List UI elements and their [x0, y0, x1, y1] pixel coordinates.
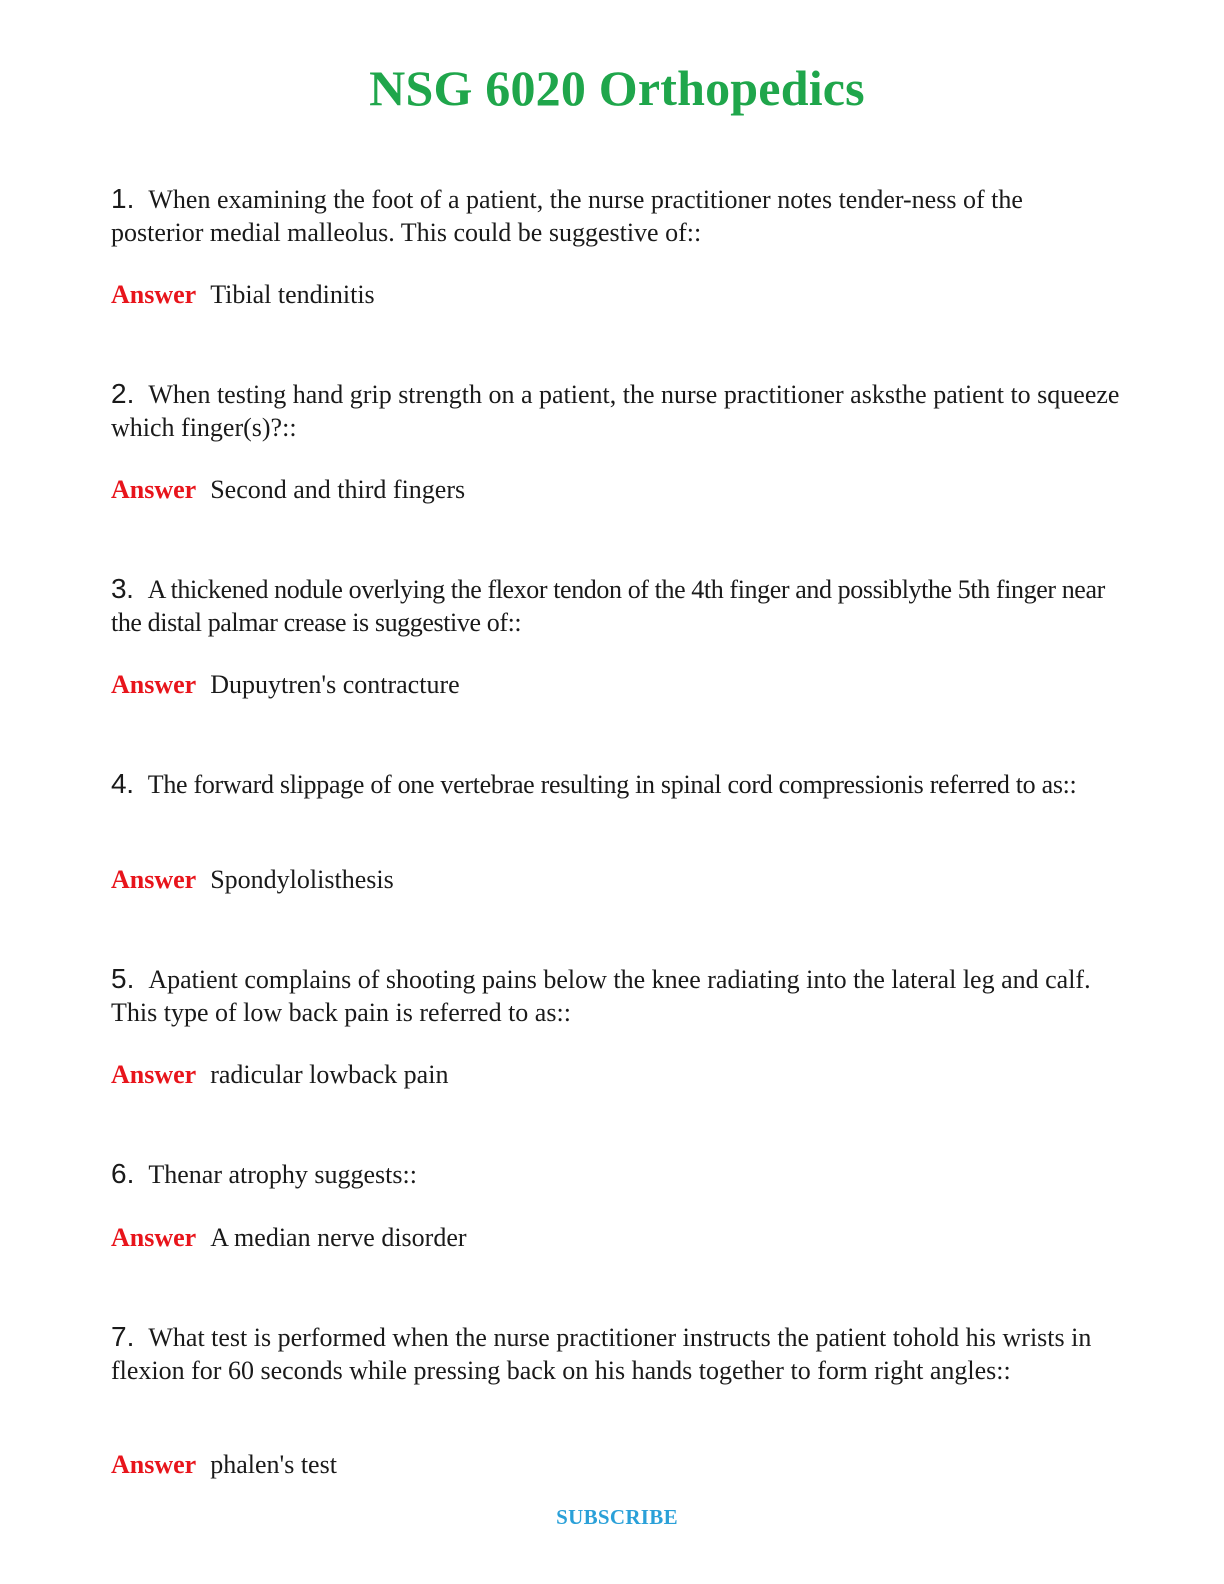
answer-3: [111, 669, 1121, 701]
question-2: [111, 378, 1121, 444]
question-text: When examining the foot of a patient, the nurse practitioner notes tender-ness of the posterior medial malleolus. This could be suggestive of::: [111, 185, 1023, 247]
question-5: [111, 963, 1121, 1029]
question-number: 5.: [111, 963, 135, 994]
answer-label: Answer: [111, 670, 197, 699]
question-text: A thickened nodule overlying the flexor tendon of the 4th finger and possiblythe 5th finger near the distal palmar crease is suggestive of::: [111, 575, 1105, 637]
answer-6: [111, 1222, 1121, 1254]
question-number: 7.: [111, 1321, 135, 1352]
answer-text: Tibial tendinitis: [210, 280, 375, 309]
question-1: [111, 183, 1121, 249]
answer-text: Spondylolisthesis: [210, 865, 394, 894]
answer-text: radicular lowback pain: [210, 1060, 449, 1089]
page-title: NSG 6020 Orthopedics: [369, 60, 865, 116]
question-text: When testing hand grip strength on a patient, the nurse practitioner asksthe patient to squeeze which finger(s)?::: [111, 380, 1120, 442]
answer-text: phalen's test: [210, 1450, 337, 1479]
question-text: What test is performed when the nurse practitioner instructs the patient tohold his wrists in flexion for 60 seconds while pressing back on his hands together to form right angles::: [111, 1323, 1092, 1385]
question-number: 2.: [111, 378, 135, 409]
answer-label: Answer: [111, 1223, 197, 1252]
question-4: [111, 768, 1121, 802]
question-number: 3.: [111, 573, 134, 604]
answer-text: Second and third fingers: [210, 475, 466, 504]
question-text: Thenar atrophy suggests::: [148, 1160, 417, 1189]
question-text: The forward slippage of one vertebrae resulting in spinal cord compressionis referred to as::: [147, 770, 1077, 799]
answer-text: A median nerve disorder: [210, 1223, 467, 1252]
answer-label: Answer: [111, 1450, 197, 1479]
answer-label: Answer: [111, 865, 197, 894]
question-number: 4.: [111, 768, 134, 799]
answer-label: Answer: [111, 475, 197, 504]
subscribe-link[interactable]: SUBSCRIBE: [556, 1505, 678, 1529]
answer-1: [111, 279, 1121, 311]
question-number: 1.: [111, 183, 135, 214]
question-text: Apatient complains of shooting pains below the knee radiating into the lateral leg and calf. This type of low back pain is referred to as::: [111, 965, 1091, 1027]
answer-text: Dupuytren's contracture: [210, 670, 460, 699]
question-7: [111, 1321, 1121, 1387]
answer-label: Answer: [111, 280, 197, 309]
question-6: [111, 1158, 1121, 1192]
answer-7: [111, 1449, 1121, 1481]
answer-2: [111, 474, 1121, 506]
answer-5: [111, 1059, 1121, 1091]
question-number: 6.: [111, 1158, 135, 1189]
question-3: [111, 573, 1121, 639]
answer-label: Answer: [111, 1060, 197, 1089]
answer-4: [111, 864, 1121, 896]
